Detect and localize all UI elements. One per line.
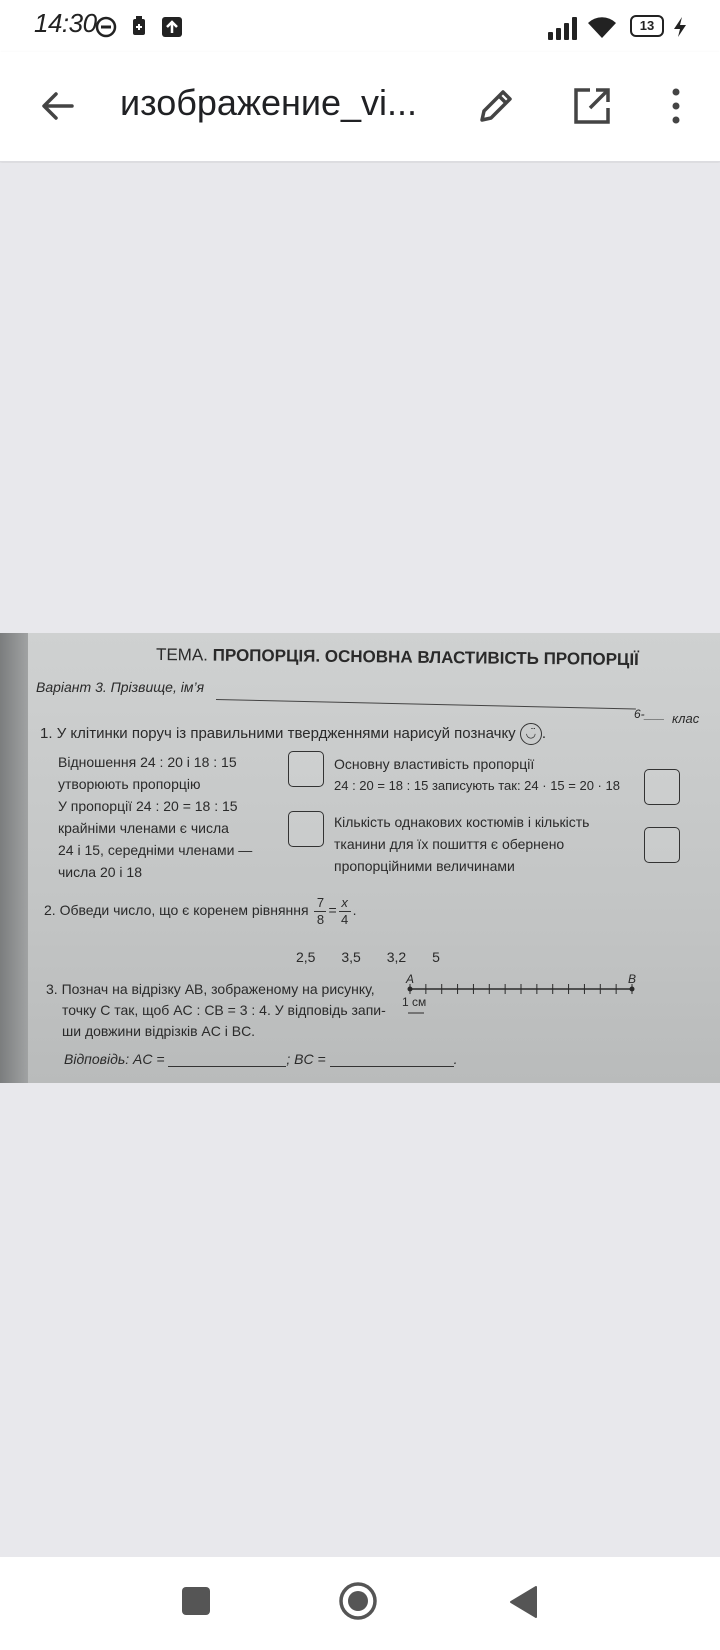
smiley-icon: ◡̈ [520, 723, 542, 745]
variant-label: Варіант 3. Прізвище, ім’я [36, 679, 205, 695]
open-external-icon[interactable] [570, 84, 614, 128]
wifi-icon [586, 14, 618, 40]
name-line [216, 699, 636, 710]
app-bar [0, 52, 720, 162]
unit-label: 1 см [402, 995, 427, 1009]
back-arrow-icon[interactable] [36, 84, 80, 128]
worksheet-page [28, 633, 720, 1083]
charging-icon [672, 16, 688, 38]
back-triangle-icon[interactable] [508, 1585, 538, 1619]
option-3[interactable]: 3,2 [386, 949, 407, 965]
status-time: 14:30 [34, 8, 97, 38]
more-options-icon[interactable] [660, 84, 692, 128]
task2-options [296, 949, 462, 965]
task1-checkbox-1[interactable] [288, 751, 324, 787]
edit-pencil-icon[interactable] [474, 84, 518, 128]
task1-statement-3: Основну властивість пропорції 24 : 20 = 18 : 15 записують так: 24 · 15 = 20 · 18 [334, 756, 620, 793]
task1-statement-4: Кількість однакових костюмів і кількість тканини для їх пошиття є обернено пропорційними величинами [334, 814, 590, 874]
answer-line: Відповідь: AC = ; BC = . [64, 1051, 458, 1067]
navigation-bar [0, 1557, 720, 1650]
worksheet-topic: ТЕМА. ПРОПОРЦІЯ. ОСНОВНА ВЛАСТИВІСТЬ ПРОПОРЦІЇ [155, 645, 639, 670]
task3-prompt: 3. Познач на відрізку AB, зображеному на рисунку, точку C так, щоб AC : CB = 3 : 4. У відповідь запи- ши довжини відрізків AC і BC. [46, 981, 386, 1039]
task2-prompt: 2. Обведи число, що є коренем рівняння $\frac{7}{8}$ = $\frac{x}{4}$ . [44, 895, 357, 927]
point-b-dot [630, 987, 635, 992]
task1-prompt: 1. У клітинки поруч із правильними твердженнями нарисуй позначку ◡̈ . [40, 723, 546, 745]
grade-label: клас [672, 711, 700, 726]
fraction-7-8: $\frac{7}{8}$ [314, 895, 326, 928]
do-not-disturb-icon [94, 15, 118, 39]
point-b-label: B [628, 972, 637, 986]
file-title: изображение_vi... [120, 82, 418, 123]
option-1[interactable]: 2,5 [296, 949, 316, 965]
task1-checkbox-4[interactable] [644, 827, 680, 863]
point-a-label: A [406, 972, 415, 986]
segment-ab[interactable] [398, 969, 658, 1021]
task1-checkbox-3[interactable] [644, 769, 680, 805]
status-bar [0, 0, 720, 52]
worksheet-photo[interactable] [0, 633, 720, 1083]
option-4[interactable]: 5 [432, 949, 440, 965]
task1-statement-2: У пропорції 24 : 20 = 18 : 15 крайніми членами є числа 24 і 15, середніми членами — числа 20 і 18 [58, 798, 253, 880]
answer-bc-field[interactable] [330, 1053, 454, 1067]
signal-icon [548, 16, 582, 40]
task1-checkbox-2[interactable] [288, 811, 324, 847]
point-a-dot [408, 987, 413, 992]
task1-statement-1: Відношення 24 : 20 і 18 : 15 утворюють пропорцію [58, 754, 237, 792]
fraction-x-4: $\frac{x}{4}$ [339, 895, 351, 928]
battery-icon: 13 [630, 15, 664, 37]
option-2[interactable]: 3,5 [341, 949, 361, 965]
home-circle-icon[interactable] [338, 1581, 378, 1621]
grade-prefix: 6-___ [634, 707, 665, 721]
recents-square-icon[interactable] [180, 1585, 212, 1617]
answer-ac-field[interactable] [168, 1053, 286, 1067]
upload-icon [160, 15, 184, 39]
battery-saver-icon [128, 15, 150, 39]
